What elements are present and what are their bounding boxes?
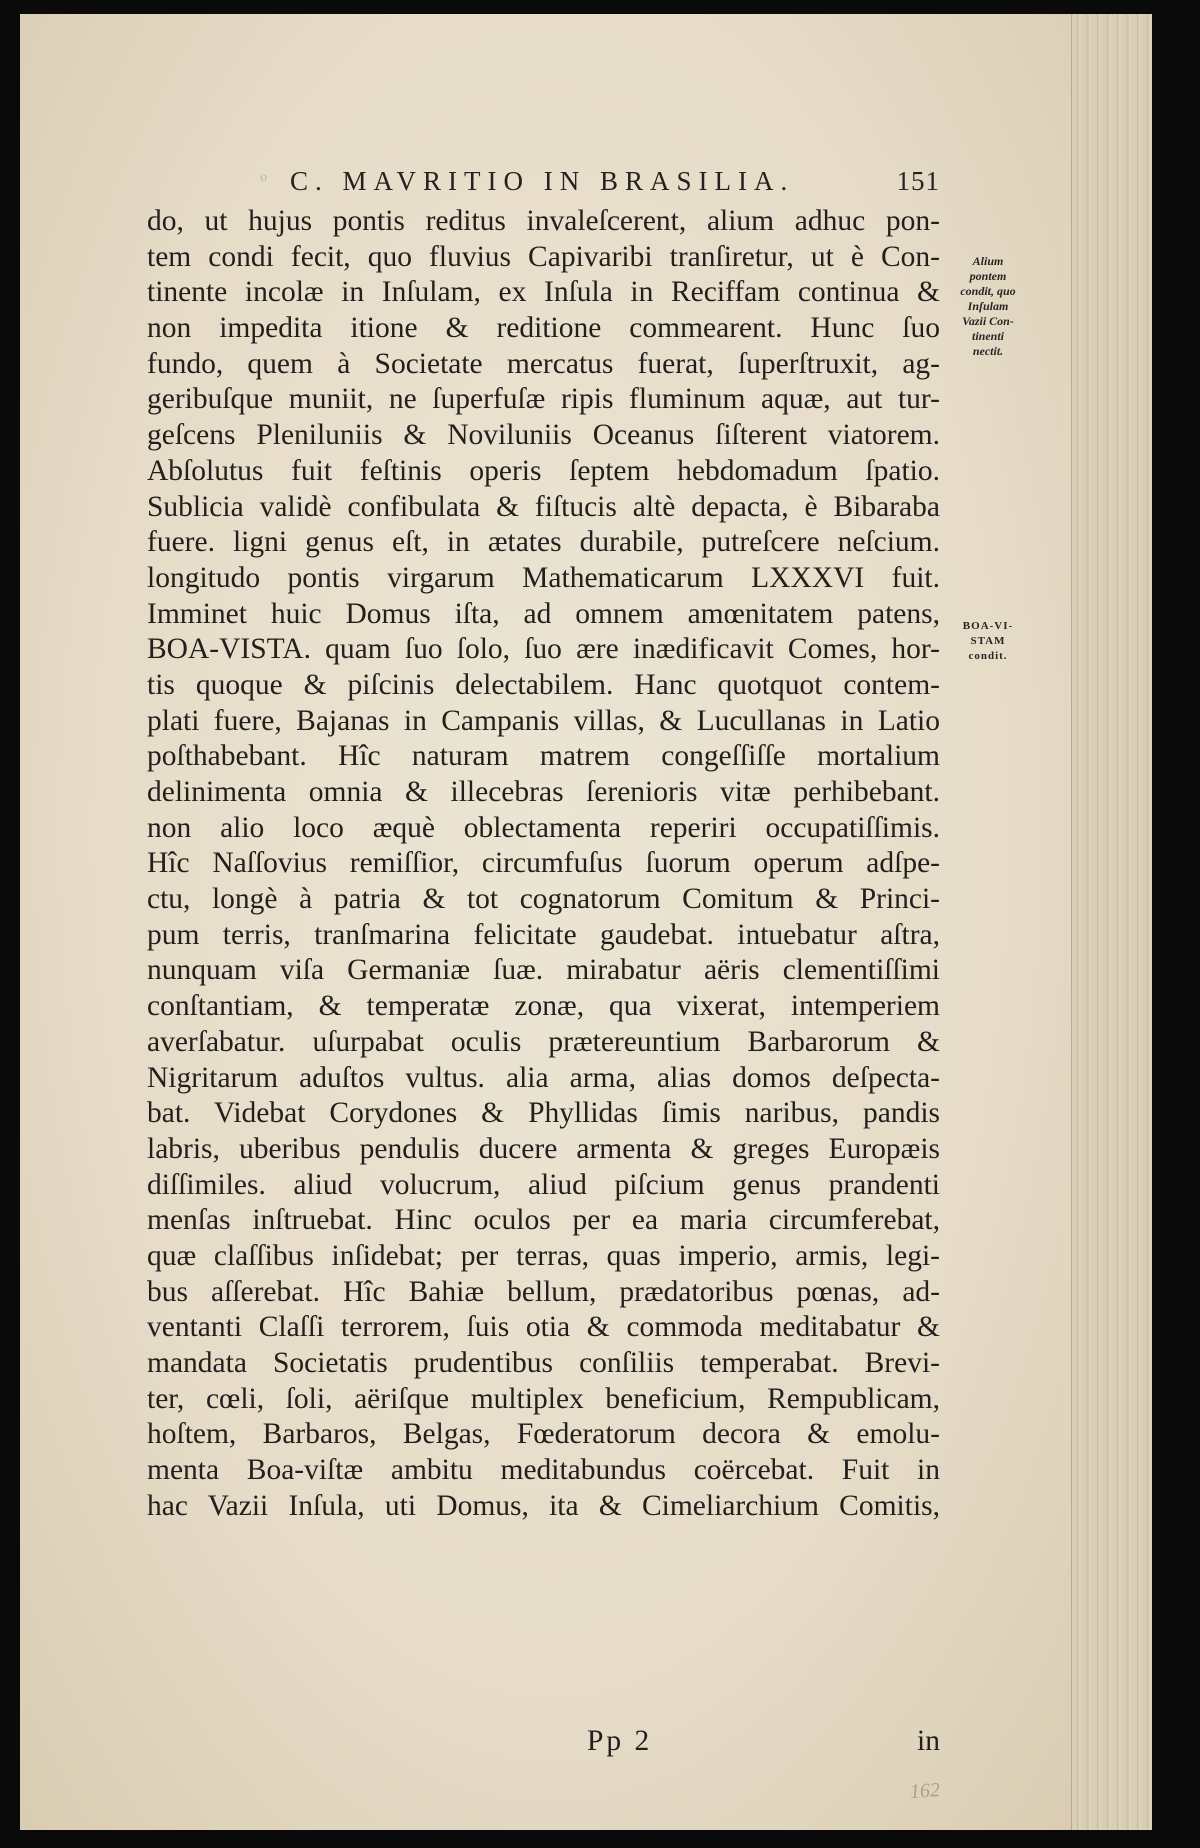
text-line: Nigritarum aduſtos vultus. alia arma, alias domos deſpecta- <box>147 1061 940 1094</box>
text-line: labris, uberibus pendulis ducere armenta & greges Europæis <box>147 1132 940 1165</box>
margin-note-line: Alium <box>972 254 1004 268</box>
text-line: longitudo pontis virgarum Mathematicarum LXXXVI fuit. <box>147 561 940 594</box>
running-head-mark: o <box>260 170 274 185</box>
text-line: ventanti Claſſi terrorem, ſuis otia & commoda meditabatur & <box>147 1311 940 1344</box>
book-page <box>20 14 1152 1830</box>
text-line: BOA-VISTA. quam ſuo ſolo, ſuo ære inædificavit Comes, hor- <box>147 633 940 666</box>
margin-note-line: pontem <box>969 269 1007 283</box>
margin-note-boa-vista <box>948 619 1028 664</box>
text-line: pum terris, tranſmarina felicitate gaudebat. intuebatur aſtra, <box>147 918 940 951</box>
margin-note-line: Inſulam <box>967 299 1009 313</box>
text-line: plati fuere, Bajanas in Campanis villas, & Lucullanas in Latio <box>147 704 940 737</box>
margin-note-line: STAM <box>970 635 1006 647</box>
text-line: non impedita itione & reditione commearent. Hunc ſuo <box>147 312 940 345</box>
text-line: averſabatur. uſurpabat oculis prætereuntium Barbarorum & <box>147 1025 940 1058</box>
text-line: tis quoque & piſcinis delectabilem. Hanc quotquot contem- <box>147 668 940 701</box>
text-line: delinimenta omnia & illecebras ſerenioris vitæ perhibebant. <box>147 776 940 808</box>
text-line: Sublicia validè confibulata & fiſtucis altè depacta, è Bibaraba <box>147 490 940 523</box>
text-line: quæ claſſibus inſidebat; per terras, quas imperio, armis, legi- <box>147 1239 940 1272</box>
text-line: do, ut hujus pontis reditus invaleſcerent, alium adhuc pon- <box>147 205 940 237</box>
page-number: 151 <box>896 166 940 196</box>
text-line: poſthabebant. Hîc naturam matrem congeſſiſſe mortalium <box>147 740 940 773</box>
text-line: menſas inſtruebat. Hinc oculos per ea maria circumferebat, <box>147 1204 940 1237</box>
text-line: nunquam viſa Germaniæ ſuæ. mirabatur aëris clementiſſimi <box>147 954 940 987</box>
margin-note-line: BOA-VI- <box>962 620 1014 632</box>
text-line: mandata Societatis prudentibus conſiliis temperabat. Brevi- <box>147 1347 940 1379</box>
text-line: menta Boa-viſtæ ambitu meditabundus coërcebat. Fuit in <box>147 1454 940 1487</box>
text-line: non alio loco æquè oblectamenta reperiri occupatiſſimis. <box>147 811 940 844</box>
body-text <box>147 204 940 1524</box>
signature-mark: Pp 2 <box>587 1725 653 1757</box>
catchword: in <box>917 1725 940 1757</box>
text-line: hac Vazii Inſula, uti Domus, ita & Cimeliarchium Comitis, <box>147 1489 940 1522</box>
text-line: Imminet huic Domus iſta, ad omnem amœnitatem patens, <box>147 597 940 630</box>
text-line: geſcens Pleniluniis & Noviluniis Oceanus ſiſterent viatorem. <box>147 419 940 452</box>
text-line: conſtantiam, & temperatæ zonæ, qua vixerat, intemperiem <box>147 990 940 1023</box>
page-edges <box>1071 14 1152 1830</box>
running-head-title: C. MAVRITIO IN BRASILIA. <box>290 166 795 196</box>
margin-note-line: nectit. <box>972 344 1004 358</box>
margin-note-line: condit. <box>968 650 1008 662</box>
margin-note-bridge <box>948 254 1028 359</box>
text-line: fuere. ligni genus eſt, in ætates durabile, putreſcere neſcium. <box>147 526 940 559</box>
pencil-folio-note: 162 <box>909 1778 941 1804</box>
margin-note-line: condit, quo <box>960 284 1016 298</box>
text-line: Hîc Naſſovius remiſſior, circumfuſus ſuorum operum adſpe- <box>147 847 940 880</box>
text-line: bus aſſerebat. Hîc Bahiæ bellum, prædatoribus pœnas, ad- <box>147 1275 940 1308</box>
margin-note-line: Vazii Con- <box>962 314 1014 328</box>
margin-note-line: tinenti <box>971 329 1004 343</box>
text-line: geribuſque muniit, ne ſuperfuſæ ripis fluminum aquæ, aut tur- <box>147 383 940 416</box>
text-line: bat. Videbat Corydones & Phyllidas ſimis naribus, pandis <box>147 1097 940 1130</box>
text-line: tem condi fecit, quo fluvius Capivaribi tranſiretur, ut è Con- <box>147 240 940 273</box>
text-line: tinente incolæ in Inſulam, ex Inſula in Reciffam continua & <box>147 276 940 309</box>
text-line: hoſtem, Barbaros, Belgas, Fœderatorum decora & emolu- <box>147 1418 940 1451</box>
catchline <box>147 1725 940 1761</box>
text-line: diſſimiles. aliud volucrum, aliud piſcium genus prandenti <box>147 1168 940 1201</box>
text-line: Abſolutus fuit feſtinis operis ſeptem hebdomadum ſpatio. <box>147 454 940 487</box>
running-head <box>260 166 940 202</box>
text-line: ctu, longè à patria & tot cognatorum Comitum & Princi- <box>147 883 940 916</box>
text-line: fundo, quem à Societate mercatus fuerat, ſuperſtruxit, ag- <box>147 347 940 380</box>
text-line: ter, cœli, ſoli, aëriſque multiplex beneficium, Rempublicam, <box>147 1382 940 1415</box>
